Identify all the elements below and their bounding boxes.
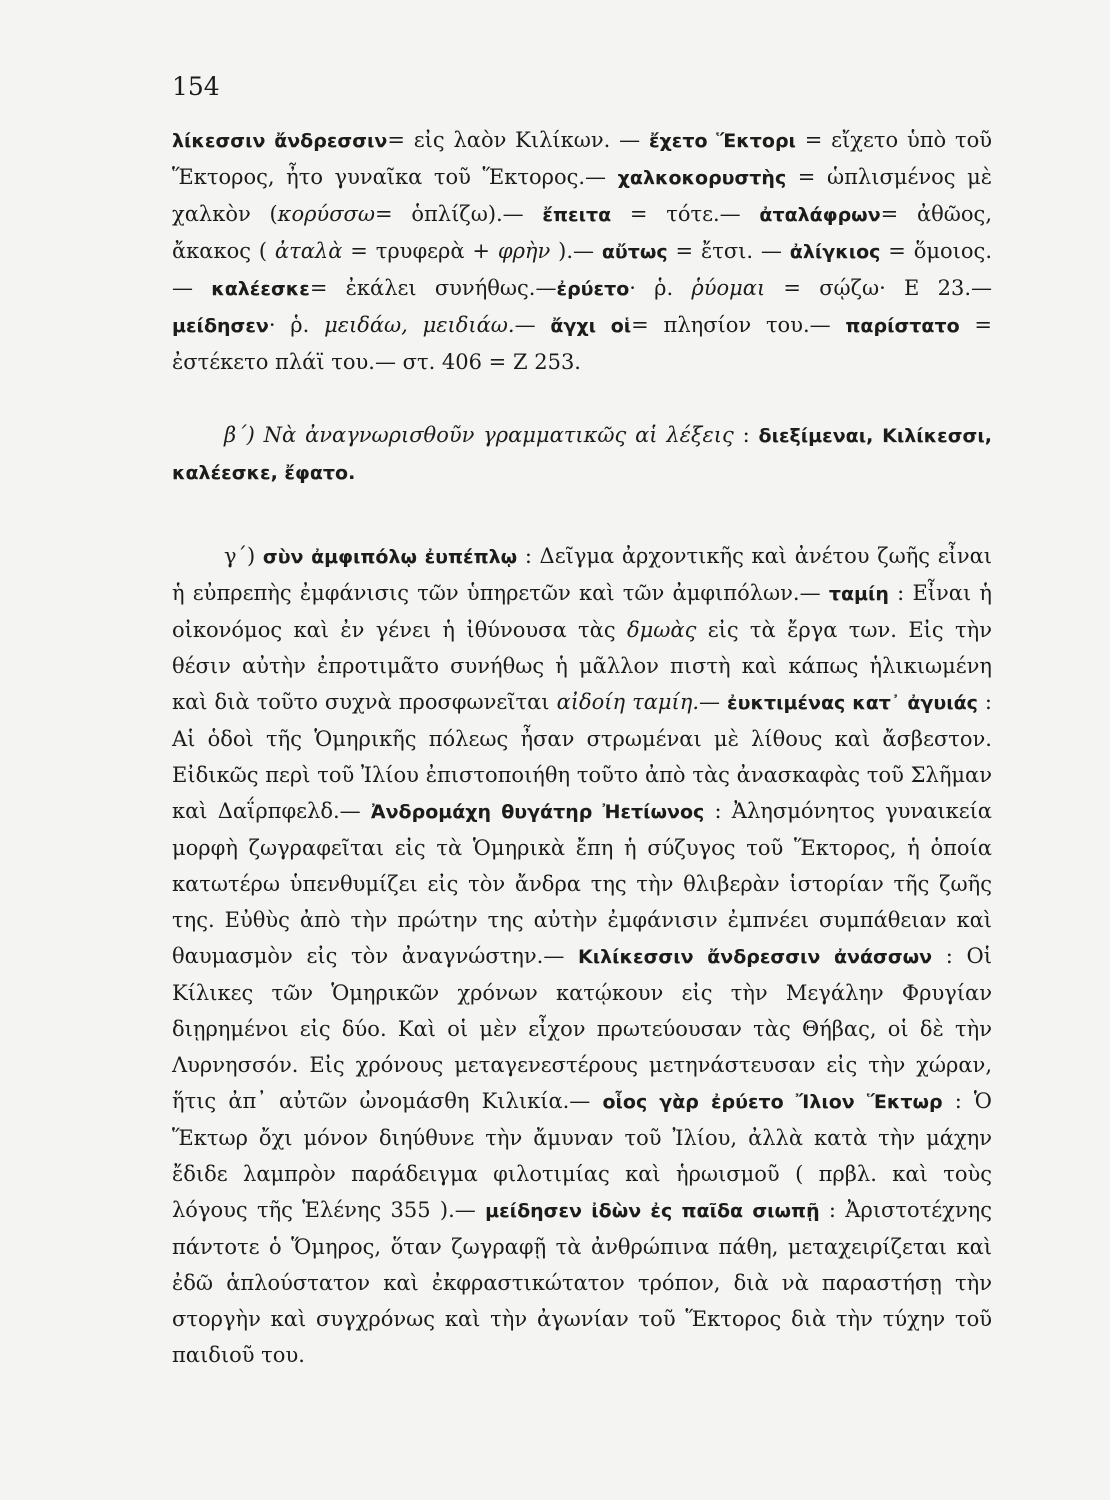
lemma-term: διεξίμεναι, Κιλίκεσσι, καλέεσκε, ἔφατο. bbox=[172, 425, 992, 484]
italic-word: μειδάω, μειδιάω. bbox=[324, 313, 515, 337]
lemma-term: καλέεσκε bbox=[211, 278, 310, 300]
text-run: γ΄) bbox=[224, 544, 263, 568]
text-run: = ὁπλίζω).— bbox=[375, 202, 543, 226]
text-run: = τρυφερὰ + bbox=[342, 239, 498, 263]
lemma-term: παρίστατο bbox=[845, 315, 960, 337]
text-run: — bbox=[699, 690, 728, 714]
text-run: : Δεῖγμα ἀρχοντικῆς καὶ ἀνέτου ζωῆς εἶναι ἡ εὐπρεπὴς ἐμφάνισις τῶν ὑπηρετῶν καὶ τῶν ἀμφιπόλων.— bbox=[172, 544, 992, 605]
text-run: ).— bbox=[550, 239, 602, 263]
text-run: : bbox=[733, 423, 759, 447]
italic-word: κορύσσω bbox=[277, 202, 375, 226]
lemma-term: ἄγχι οἱ bbox=[550, 315, 632, 337]
text-run: εἰς τὰ ἔργα των. Εἰς τὴν θέσιν αὐτὴν ἐπροτιμᾶτο συνήθως ἡ μᾶλλον πιστὴ καὶ κάπως ἡλικιωμένη καὶ διὰ τοῦτο συχνὰ προσφωνεῖται bbox=[172, 618, 992, 714]
lemma-term: ἀλίγκιος bbox=[789, 241, 881, 263]
text-run: = εἰς λαὸν Κιλίκων. — bbox=[387, 128, 649, 152]
text-run: = σῴζω· Ε 23.— bbox=[765, 276, 992, 300]
text-run: = ἀθῶος, ἄκακος ( bbox=[172, 202, 992, 263]
text-run: = πλησίον του.— bbox=[631, 313, 846, 337]
lemma-term: Κιλίκεσσιν ἄνδρεσσιν ἀνάσσων bbox=[578, 946, 933, 968]
lemma-term: Ἀνδρομάχη θυγάτηρ Ἠετίωνος bbox=[370, 801, 705, 823]
text-run: = ἐκάλει συνήθως.— bbox=[309, 276, 557, 300]
lemma-term: ἔχετο Ἕκτορι bbox=[648, 130, 796, 152]
text-run: : Αἱ ὁδοὶ τῆς Ὁμηρικῆς πόλεως ἦσαν στρωμέναι μὲ λίθους καὶ ἄσβεστον. Εἰδικῶς περὶ τοῦ Ἰλίου ἐπιστοποιήθη τοῦτο ἀπὸ τὰς ἀνασκαφὰς τοῦ Σλῆμαν καὶ Δαΐρπφελδ.— bbox=[172, 690, 993, 823]
text-run: = ὡπλισμένος μὲ χαλκὸν ( bbox=[172, 165, 992, 226]
text-run: : Οἱ Κίλικες τῶν Ὁμηρικῶν χρόνων κατῴκουν εἰς τὴν Μεγάλην Φρυγίαν διῃρημένοι εἰς δύο. Καὶ οἱ μὲν εἶχον πρωτεύουσαν τὰς Θήβας, οἱ δὲ τὴν Λυρνησσόν. Εἰς χρόνους μεταγενεστέρους μετηνάστευσαν εἰς τὴν χώραν, ἥτις ἀπ᾽ αὐτῶν ὠνομάσθη Κιλικία.— bbox=[172, 944, 992, 1113]
lemma-term: ἀταλάφρων bbox=[759, 204, 881, 226]
text-run: : Ὁ Ἕκτωρ ὄχι μόνον διηύθυνε τὴν ἄμυναν τοῦ Ἰλίου, ἀλλὰ κατὰ τὴν μάχην ἔδιδε λαμπρὸν παράδειγμα φιλοτιμίας καὶ ἡρωισμοῦ ( πρβλ. καὶ τοὺς λόγους τῆς Ἑλένης 355 ).— bbox=[172, 1089, 992, 1222]
lemma-term: ἐρύετο bbox=[556, 278, 630, 300]
italic-word: δμωὰς bbox=[626, 618, 697, 642]
text-run: · ῥ. bbox=[629, 276, 692, 300]
grammar-exercise-paragraph bbox=[172, 417, 992, 491]
text-run: : Ἀριστοτέχνης πάντοτε ὁ Ὅμηρος, ὅταν ζωγραφῇ τὰ ἀνθρώπινα πάθη, μεταχειρίζεται καὶ ἐδῶ ἁπλούστατον καὶ ἐκφραστικώτατον τρόπον, διὰ νὰ παραστήσῃ τὴν στοργὴν καὶ συγχρόνως καὶ τὴν ἀγωνίαν τοῦ Ἕκτορος διὰ τὴν τύχην τοῦ παιδιοῦ του. bbox=[172, 1198, 992, 1367]
text-run: : Ἀλησμόνητος γυναικεία μορφὴ ζωγραφεῖται εἰς τὰ Ὁμηρικὰ ἔπη ἡ σύζυγος τοῦ Ἕκτορος, ἡ ὁποία κατωτέρω ὑπενθυμίζει εἰς τὸν ἄνδρα της τὴν θλιβερὰν ἱστορίαν τῆς ζωῆς της. Εὐθὺς ἀπὸ τὴν πρώτην της αὐτὴν ἐμφάνισιν ἐμπνέει συμπάθειαν καὶ θαυμασμὸν εἰς τὸν ἀναγνώστην.— bbox=[172, 799, 992, 968]
text-run: = ὅμοιος. — bbox=[172, 239, 992, 300]
lemma-term: λίκεσσιν ἄνδρεσσιν bbox=[172, 130, 388, 152]
lemma-term: σὺν ἀμφιπόλῳ ἐυπέπλῳ bbox=[262, 546, 518, 568]
lemma-term: αὔτως bbox=[601, 241, 668, 263]
italic-word: φρὴν bbox=[497, 239, 551, 263]
text-run: = ἔτσι. — bbox=[667, 239, 790, 263]
lemma-term: χαλκοκορυστὴς bbox=[617, 167, 787, 189]
commentary-paragraph bbox=[172, 538, 992, 1373]
text-run: = τότε.— bbox=[611, 202, 760, 226]
text-run: — bbox=[514, 313, 551, 337]
italic-word: β΄) Νὰ ἀναγνωρισθοῦν γραμματικῶς αἱ λέξεις bbox=[224, 423, 734, 447]
lemma-term: ἐυκτιμένας κατ᾽ ἀγυιάς bbox=[727, 692, 978, 714]
lemma-term: οἷος γὰρ ἐρύετο Ἴλιον Ἕκτωρ bbox=[602, 1091, 943, 1113]
italic-word: ἀταλὰ bbox=[274, 239, 343, 263]
text-run: · ῥ. bbox=[268, 313, 325, 337]
lemma-term: ἔπειτα bbox=[542, 204, 612, 226]
text-run: = εἴχετο ὑπὸ τοῦ Ἕκτορος, ἦτο γυναῖκα τοῦ Ἕκτορος.— bbox=[172, 128, 993, 189]
lemma-term: μείδησεν bbox=[172, 315, 269, 337]
italic-word: αἰδοίη ταμίη. bbox=[556, 690, 700, 714]
text-run: : Εἶναι ἡ οἰκονόμος καὶ ἐν γένει ἡ ἰθύνουσα τὰς bbox=[172, 581, 992, 642]
lemma-term: μείδησεν ἰδὼν ἐς παῖδα σιωπῇ bbox=[485, 1200, 820, 1222]
page-number: 154 bbox=[172, 72, 220, 101]
text-run: = ἐστέκετο πλάϊ του.— στ. 406 = Ζ 253. bbox=[172, 313, 992, 374]
glossary-paragraph bbox=[172, 122, 992, 380]
italic-word: ῥύομαι bbox=[691, 276, 766, 300]
lemma-term: ταμίη bbox=[828, 583, 889, 605]
